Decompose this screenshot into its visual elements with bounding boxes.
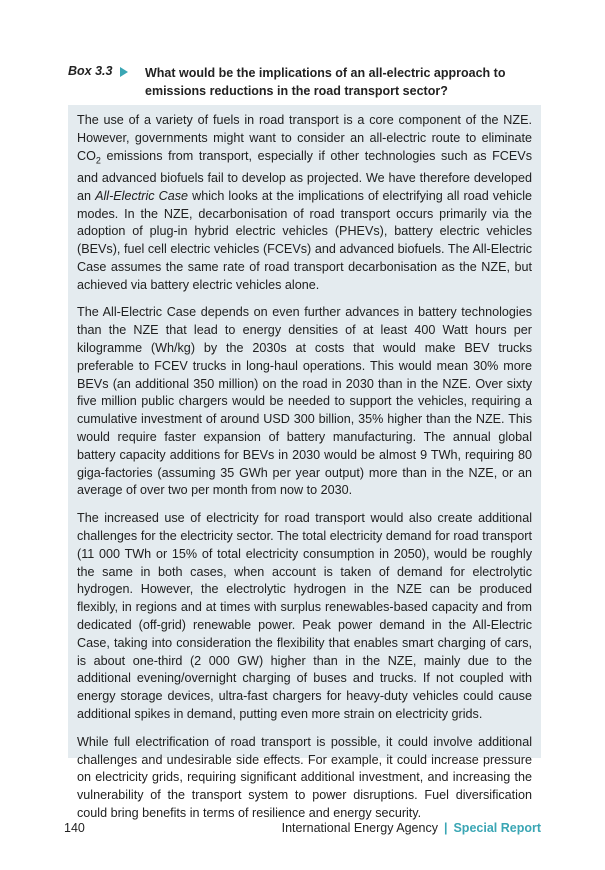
footer-separator: |	[443, 821, 448, 835]
p1-text-a: The use of a variety of fuels in road transport is a core component of the NZE. However, governments might want to consider an all-electric route to eliminate CO	[77, 113, 532, 163]
triangle-arrow-icon	[120, 67, 128, 77]
box-label: Box 3.3	[68, 64, 113, 78]
footer-credit	[282, 821, 541, 835]
p1-emphasis: All-Electric Case	[95, 188, 189, 203]
paragraph-3: The increased use of electricity for road transport would also create additional challenges for the electricity sector. The total electricity demand for road transport (11 000 TWh or 15% of total electricity consumption in 2050), would be roughly the same in both cases, when account is taken of demand for electrolytic hydrogen. However, the electrolytic hydrogen in the NZE can be produced flexibly, in regions and at times with surplus renewables-based capacity and from dedicated (off-grid) renewable power. Peak power demand in the All-Electric Case, taking into consideration the flexibility that enables smart charging of cars, is about one-third (2 000 GW) higher than in the NZE, mainly due to the additional evening/overnight charging of buses and trucks. If not coupled with energy storage devices, ultra-fast chargers for heavy-duty vehicles could cause additional spikes in demand, putting even more strain on electricity grids.	[77, 511, 532, 722]
p1-text-c: which looks at the implications of electrifying all road vehicle modes. In the NZE, decarbonisation of road transport occurs primarily via the adoption of plug-in hybrid electric vehicles (PHEVs), battery electric vehicles (BEVs), fuel cell electric vehicles (FCEVs) and advanced biofuels. The All-Electric Case assumes the same rate of road transport decarbonisation as the NZE, but achieved via battery electric vehicles alone.	[77, 188, 532, 292]
paragraph-4: While full electrification of road transport is possible, it could involve additional challenges and undesirable side effects. For example, it could increase pressure on electricity grids, requiring significant additional investment, and increasing the vulnerability of the transport system to power disruptions. Fuel diversification could bring benefits in terms of resilience and energy security.	[77, 734, 532, 820]
footer-org: International Energy Agency	[281, 821, 438, 835]
paragraph-2: The All-Electric Case depends on even further advances in battery technologies than the NZE that lead to energy densities of at least 400 Watt hours per kilogramme (Wh/kg) by the 2030s at costs that would make BEV trucks preferable to FCEV trucks in long-haul operations. This would mean 30% more BEVs (an additional 350 million) on the road in 2030 than in the NZE. Over sixty five million public chargers would be needed to support the vehicles, requiring a cumulative investment of around USD 300 billion, 35% higher than the NZE. This would require faster expansion of battery manufacturing. The annual global battery capacity additions for BEVs in 2030 would be almost 9 TWh, requiring 80 giga-factories (assuming 35 GWh per year output) more than in the NZE, or an average of over two per month from now to 2030.	[77, 305, 532, 498]
box-body	[77, 112, 532, 833]
co2-subscript: 2	[95, 155, 101, 166]
p1-text-b: emissions from transport, especially if other technologies such as FCEVs and advanced biofuels fail to develop as projected. We have therefore developed an	[77, 148, 532, 203]
page-number: 140	[64, 821, 85, 835]
paragraph-1	[77, 112, 532, 294]
box-title: What would be the implications of an all-electric approach to emissions reductions in the road transport sector?	[145, 66, 506, 98]
footer-report: Special Report	[453, 821, 541, 835]
